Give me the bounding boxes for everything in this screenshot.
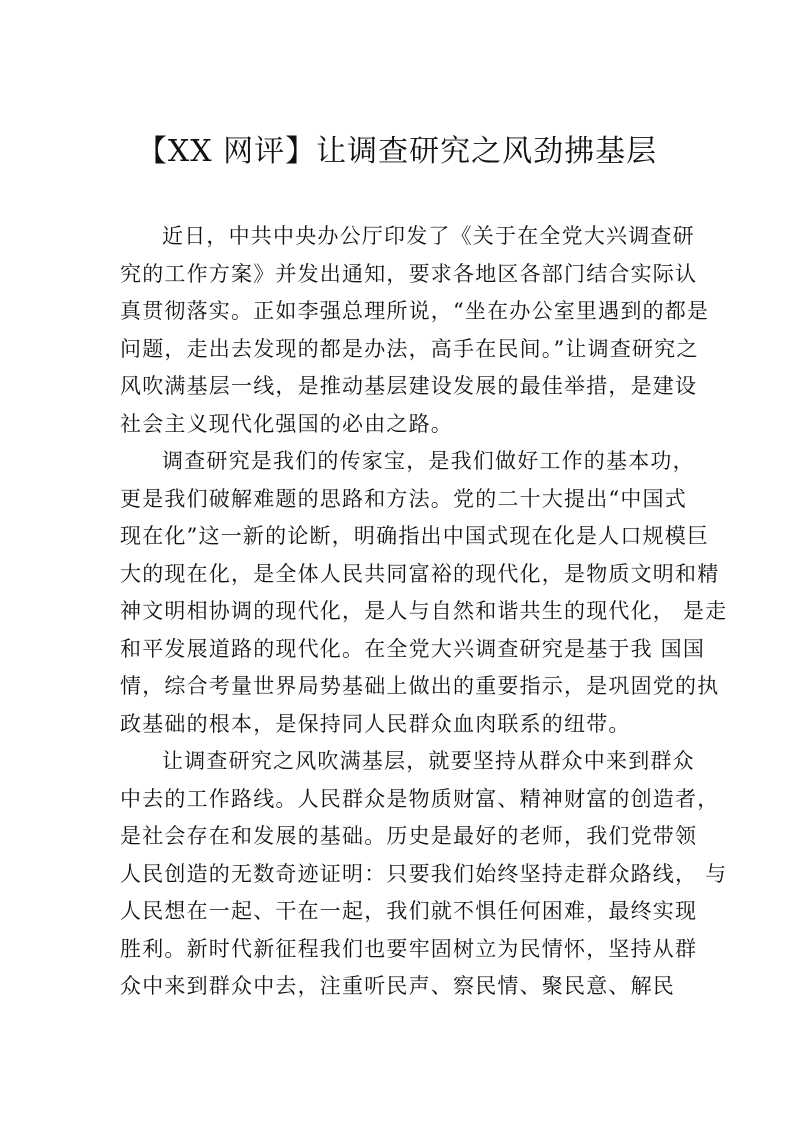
paragraph-1-line-3: 真贯彻落实。正如李强总理所说，“坐在办公室里遇到的都是: [120, 299, 710, 323]
paragraph-2-line-5: 神文明相协调的现代化，是人与自然和谐共生的现代化， 是走: [120, 599, 728, 623]
paragraph-3-line-1: 让调查研究之风吹满基层，就要坚持从群众中来到群众: [162, 749, 695, 773]
paragraph-3-line-7: 众中来到群众中去，注重听民声、察民情、聚民意、解民: [120, 974, 675, 998]
paragraph-2-line-6: 和平发展道路的现代化。在全党大兴调查研究是基于我 国国: [120, 636, 706, 661]
paragraph-1-line-1: 近日，中共中央办公厅印发了《关于在全党大兴调查研: [162, 224, 695, 248]
paragraph-1-line-5: 风吹满基层一线，是推动基层建设发展的最佳举措，是建设: [120, 374, 698, 398]
paragraph-2-line-2: 更是我们破解难题的思路和方法。党的二十大提出“中国式: [120, 486, 687, 511]
paragraph-1-line-6: 社会主义现代化强国的必由之路。: [120, 411, 453, 436]
paragraph-2-line-1: 调查研究是我们的传家宝，是我们做好工作的基本功，: [162, 449, 695, 473]
paragraph-3-line-5: 人民想在一起、干在一起，我们就不惧任何困难，最终实现: [120, 899, 698, 923]
paragraph-3-line-6: 胜利。新时代新征程我们也要牢固树立为民情怀，坚持从群: [120, 936, 698, 961]
paragraph-2-line-3: 现在化”这一新的论断，明确指出中国式现在化是人口规模巨: [120, 524, 710, 548]
paragraph-3-line-2: 中去的工作路线。人民群众是物质财富、精神财富的创造者，: [120, 786, 720, 811]
paragraph-3-line-4: 人民创造的无数奇迹证明：只要我们始终坚持走群众路线， 与: [120, 861, 728, 886]
paragraph-2-line-8: 政基础的根本，是保持同人民群众血肉联系的纽带。: [120, 711, 631, 736]
paragraph-2-line-7: 情，综合考量世界局势基础上做出的重要指示，是巩固党的执: [120, 674, 720, 698]
paragraph-1-line-4: 问题，走出去发现的都是办法，高手在民间。”让调查研究之: [120, 336, 699, 361]
paragraph-3-line-3: 是社会存在和发展的基础。历史是最好的老师，我们党带领: [120, 824, 698, 848]
document-body: [120, 218, 728, 1006]
paragraph-1-line-2: 究的工作方案》并发出通知，要求各地区各部门结合实际认: [120, 261, 698, 286]
document-title: 【XX 网评】让调查研究之风劲拂基层: [136, 134, 658, 169]
paragraph-2-line-4: 大的现在化，是全体人民共同富裕的现代化，是物质文明和精: [120, 561, 720, 586]
